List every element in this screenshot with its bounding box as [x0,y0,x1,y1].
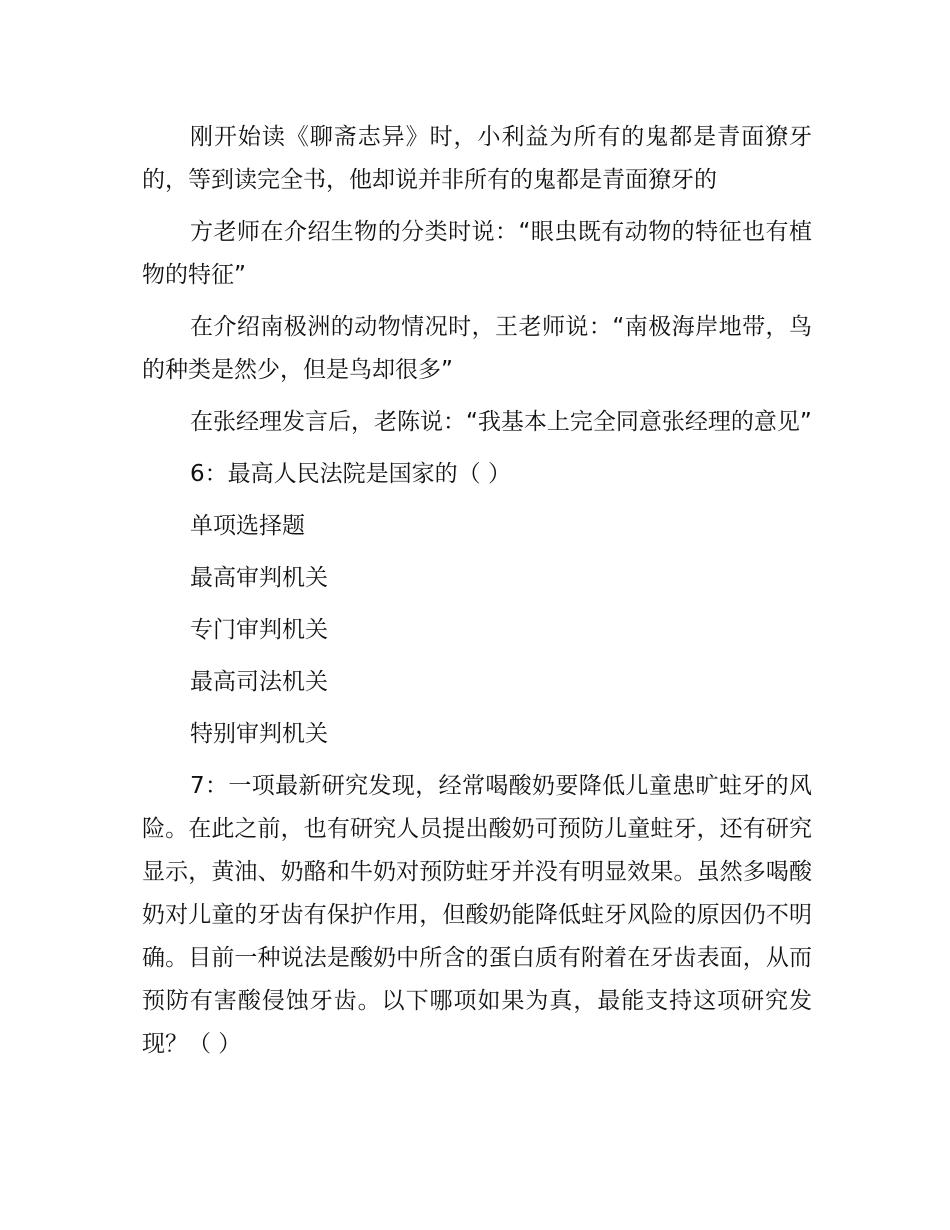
question-6-option-d: 特别审判机关 [190,721,328,747]
paragraph-euglena: 方老师在介绍生物的分类时说：“眼虫既有动物的特征也有植物的特征” [142,219,812,288]
question-6-type: 单项选择题 [190,513,305,539]
question-7-stem: 7：一项最新研究发现，经常喝酸奶要降低儿童患旷蛀牙的风险。在此之前，也有研究人员提出酸奶可预防儿童蛀牙，还有研究显示，黄油、奶酪和牛奶对预防蛀牙并没有明显效果。虽然多喝酸奶对儿童的牙齿有保护作用，但酸奶能降低蛀牙风险的原因仍不明确。目前一种说法是酸奶中所含的蛋白质有附着在牙齿表面，从而预防有害酸侵蚀牙齿。以下哪项如果为真，最能支持这项研究发现？（ ） [142,773,812,1057]
question-6-stem: 6：最高人民法院是国家的（ ） [190,461,511,487]
question-6-option-b: 专门审判机关 [190,617,328,643]
paragraph-antarctica: 在介绍南极洲的动物情况时，王老师说：“南极海岸地带，鸟的种类是然少，但是鸟却很多” [142,314,812,383]
paragraph-manager: 在张经理发言后，老陈说：“我基本上完全同意张经理的意见” [190,409,812,435]
document-body [142,116,812,1075]
question-6-option-a: 最高审判机关 [190,565,328,591]
paragraph-liaozhai: 刚开始读《聊斋志异》时，小利益为所有的鬼都是青面獠牙的，等到读完全书，他却说并非所有的鬼都是青面獠牙的 [142,124,812,193]
question-6-option-c: 最高司法机关 [190,669,328,695]
